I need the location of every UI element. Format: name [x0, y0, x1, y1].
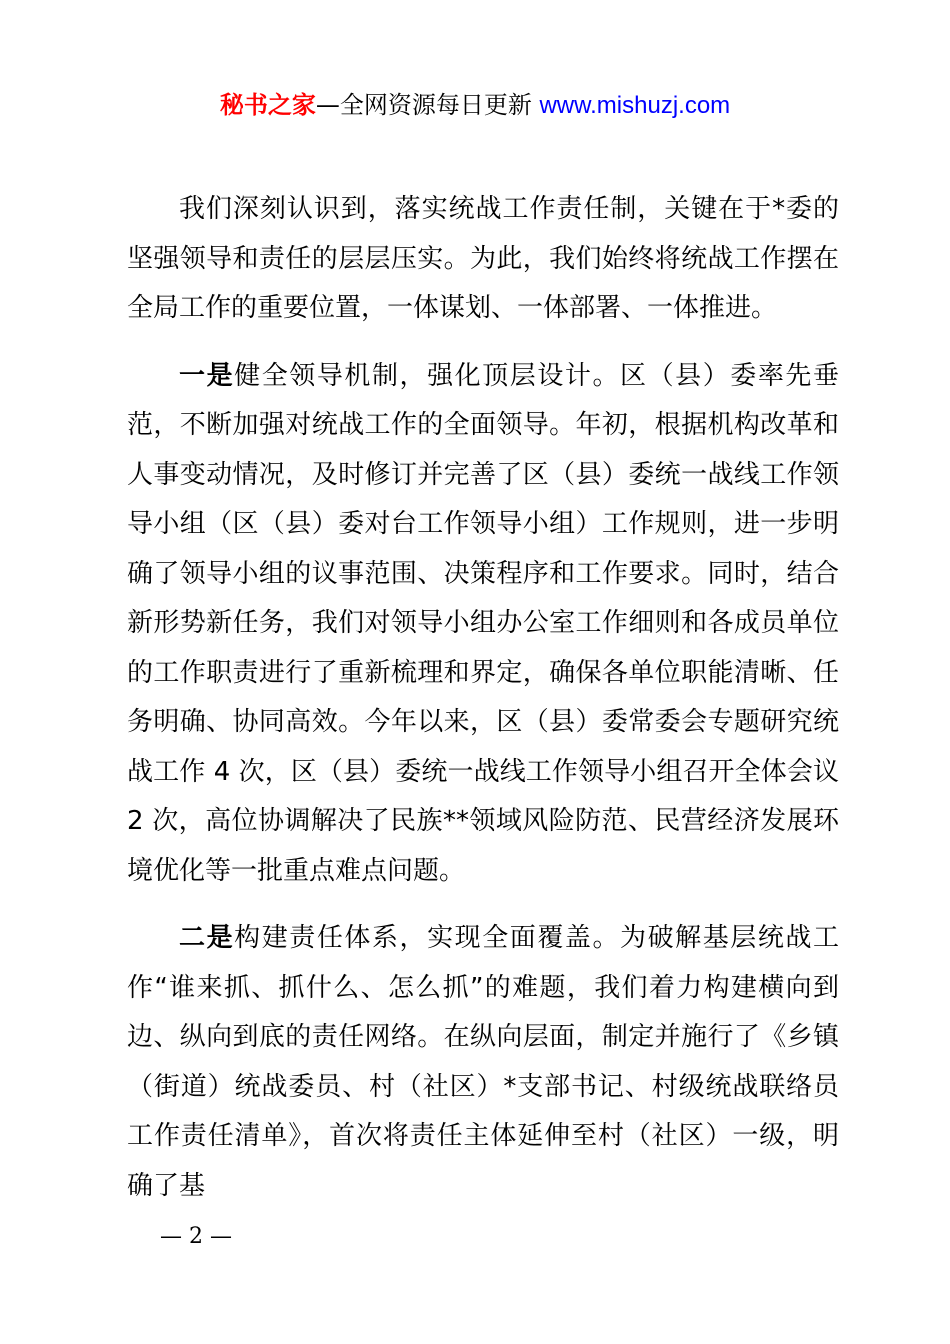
document-body [127, 185, 839, 1229]
paragraph-intro [127, 185, 839, 334]
page-number: — 2 — [160, 1224, 232, 1249]
site-header [0, 88, 950, 123]
paragraph-lead: 一是 [179, 360, 235, 391]
paragraph-text: 我们深刻认识到，落实统战工作责任制，关键在于*委的坚强领导和责任的层层压实。为此，我们始终将统战工作摆在全局工作的重要位置，一体谋划、一体部署、一体推进。 [127, 194, 839, 323]
brand-name: 秘书之家 [219, 91, 316, 119]
header-url-link[interactable]: www.mishuzj.com [539, 92, 731, 119]
paragraph-text: 健全领导机制，强化顶层设计。区（县）委率先垂范，不断加强对统战工作的全面领导。年初，根据机构改革和人事变动情况，及时修订并完善了区（县）委统一战线工作领导小组（区（县）委对台工作领导小组）工作规则，进一步明确了领导小组的议事范围、决策程序和工作要求。同时，结合新形势新任务，我们对领导小组办公室工作细则和各成员单位的工作职责进行了重新梳理和界定，确保各单位职能清晰、任务明确、协同高效。今年以来，区（县）委常委会专题研究统战工作 4 次，区（县）委统一战线工作领导小组召开全体会议 2 次，高位协调解决了民族**领域风险防范、民营经济发展环境优化等一批重点难点问题。 [127, 360, 839, 886]
paragraph-point-two [127, 914, 839, 1211]
paragraph-text: 构建责任体系，实现全面覆盖。为破解基层统战工作“谁来抓、抓什么、怎么抓”的难题，我们着力构建横向到边、纵向到底的责任网络。在纵向层面，制定并施行了《乡镇（街道）统战委员、村（社区）*支部书记、村级统战联络员工作责任清单》，首次将责任主体延伸至村（社区）一级，明确了基 [127, 923, 839, 1201]
header-tagline: —全网资源每日更新 [315, 91, 540, 119]
paragraph-lead: 二是 [179, 923, 235, 953]
paragraph-point-one [127, 352, 839, 897]
